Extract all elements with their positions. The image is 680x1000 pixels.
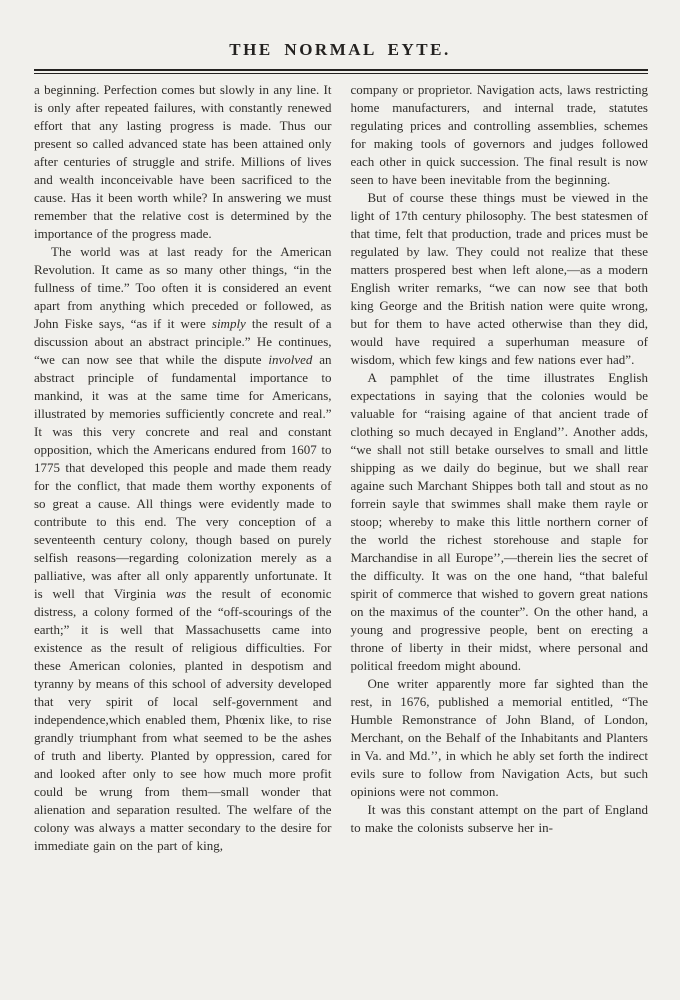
text-segment: But of course these things must be viewed in the light of 17th century philosophy. The best statesmen of that time, felt that production, trade and prices must be regulated by law. They could not realize that these matters prospered best when left alone,—as a modern English writer remarks, “we can now see that both king George and the British nation were quite wrong, but for them to have acted otherwise than they did, would have required a superhuman measure of wisdom, which few kings and few nations ever had”.: [350, 190, 648, 367]
italic-text: was: [165, 586, 187, 601]
text-segment: company or proprietor. Navigation acts, laws restricting home manufacturers, and internal trade, statutes regulating prices and controlling assemblies, schemes for making tools of governors and judges followed each other in quick succession. The final result is now seen to have been inevitable from the beginning.: [350, 82, 648, 187]
masthead: [0, 0, 680, 60]
column-right: [351, 81, 649, 855]
paragraph: [351, 81, 649, 189]
paragraph: [351, 189, 649, 369]
paragraph: [34, 81, 332, 243]
text-segment: It was this constant attempt on the part of England to make the colonists subserve her in-: [350, 802, 648, 835]
paragraph: [351, 369, 649, 675]
text-segment: a beginning. Perfection comes but slowly in any line. It is only after repeated failures, with constantly renewed effort that any lasting progress is made. Thus our present so called advanced state has been attained only after centuries of struggle and strife. Millions of lives and wealth inconceivable have been sacrificed to the cause. Has it been worth while? In answering we must remember that the relative cost is determined by the importance of the progress made.: [34, 82, 332, 241]
paragraph: [351, 675, 649, 801]
text-segment: an abstract principle of fundamental importance to mankind, it was at the same time for Americans, illustrated by memories sufficiently concrete and real.” It was this very concrete and real and constant opposition, which the Americans endured from 1607 to 1775 that developed this people and made them ready for the conflict, that made them worthy exponents of so great a cause. All things were evidently made to contribute to this end. The very conception of a seventeenth century colony, though based on purely selfish reasons—regarding colonization merely as a palliative, was after all only apparently unfortunate. It is well that Virginia: [34, 352, 332, 601]
text-segment: the result of a discussion about an abstract principle.” He continues, “we can now see that while the dispute: [34, 316, 332, 367]
text-segment: One writer apparently more far sighted than the rest, in 1676, published a memorial entitled, “The Humble Remonstrance of John Bland, of London, Merchant, on the Behalf of the Inhabitants and Planters in Va. and Md.’’, in which he ably set forth the indirect evils sure to follow from Navigation Acts, but such opinions were not common.: [350, 676, 648, 799]
article-columns: [0, 74, 680, 855]
paragraph: [351, 801, 649, 837]
text-segment: A pamphlet of the time illustrates English expectations in saying that the colonies would be valuable for “raising againe of that ancient trade of clothing so much decayed in England’’. Another adds, “we shall not still betake ourselves to small and little shipping as we daily do beginue, but we shall rear againe such Marchant Shippes both tall and stout as no forrein sayle that swimmes shall make them rayle or stoop; whereby to make this little northern corner of the world the richest storehouse and staple for Marchandise in all Europe’’,—therein lies the secret of the difficulty. It was on the one hand, “that baleful spirit of commerce that wished to govern great nations on the maximus of the counter”. On the other hand, a young and progressive people, bent on erecting a throne of liberty in their midst, where personal and political freedom might abound.: [350, 370, 648, 673]
masthead-title: THE NORMAL EYTE.: [229, 40, 451, 59]
paragraph: [34, 243, 332, 855]
column-left: [34, 81, 332, 855]
text-segment: the result of economic distress, a colony formed of the “off-scourings of the earth;” it is well that Massachusetts came into existence as the result of religious difficulties. For these American colonies, planted in despotism and tyranny by means of this school of adversity developed that very spirit of local self-government and independence,which enabled them, Phœnix like, to rise grandly triumphant from what seemed to be the ashes of truth and liberty. Planted by oppression, cared for and looked after only to see how much more profit could be wrung from them—small wonder that alienation and separation resulted. The welfare of the colony was always a matter secondary to the desire for immediate gain on the part of king,: [34, 586, 332, 853]
italic-text: simply: [211, 316, 246, 331]
text-segment: The world was at last ready for the American Revolution. It came as so many other things, “in the fullness of time.” Too often it is considered an event apart from anything which preceded or followed, as John Fiske says, “as if it were: [34, 244, 332, 331]
italic-text: involved: [268, 352, 313, 367]
